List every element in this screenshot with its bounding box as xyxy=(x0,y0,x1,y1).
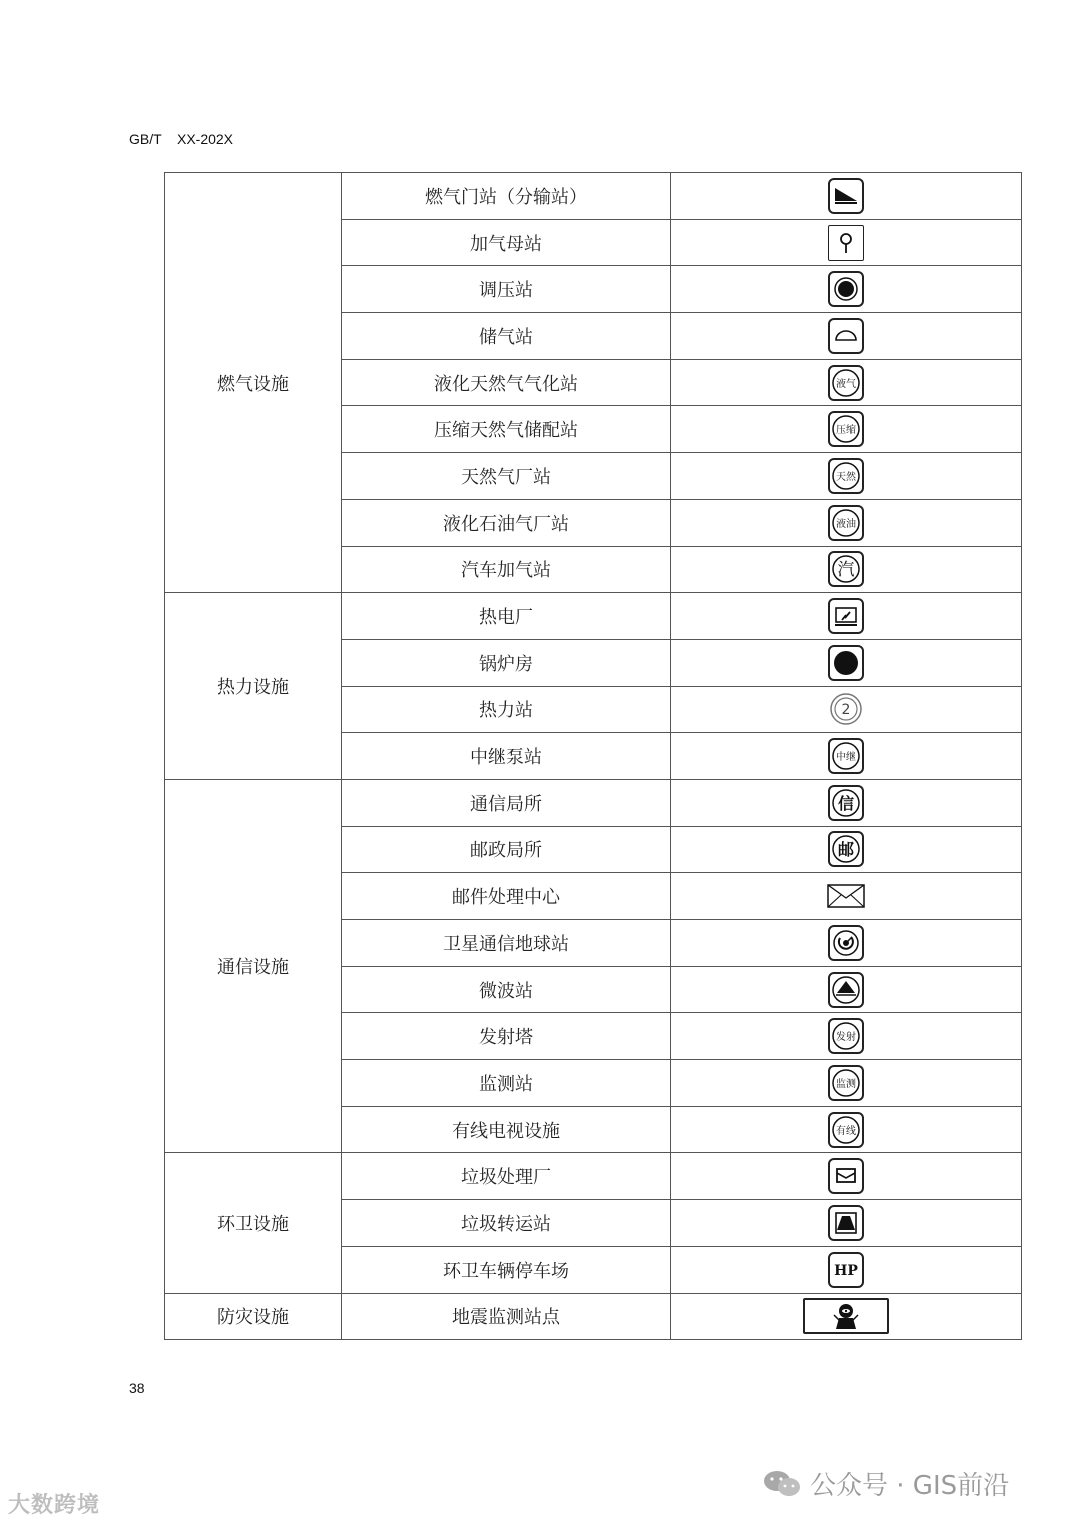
category-cell: 热力设施 xyxy=(165,593,342,780)
icon-label: 发射 xyxy=(836,1032,856,1044)
facility-name: 中继泵站 xyxy=(342,733,671,780)
relay-pump-station-icon xyxy=(828,738,864,774)
category-cell: 通信设施 xyxy=(165,779,342,1153)
monitoring-station-icon xyxy=(828,1065,864,1101)
natural-gas-plant-icon xyxy=(828,458,864,494)
post-office-icon xyxy=(828,831,864,867)
facility-symbol-table xyxy=(164,172,1022,1340)
facility-name: 卫星通信地球站 xyxy=(342,920,671,967)
facility-name: 地震监测站点 xyxy=(342,1293,671,1340)
transmission-tower-icon xyxy=(828,1018,864,1054)
cable-tv-facility-icon xyxy=(828,1112,864,1148)
facility-name: 微波站 xyxy=(342,966,671,1013)
facility-name: 汽车加气站 xyxy=(342,546,671,593)
table-row xyxy=(165,173,1022,220)
facility-name: 发射塔 xyxy=(342,1013,671,1060)
icon-label: 汽 xyxy=(837,560,855,581)
watermark-right-text: 公众号 · GIS前沿 xyxy=(810,1471,1010,1501)
facility-name: 加气母站 xyxy=(342,219,671,266)
watermark-left: 大数跨境 xyxy=(8,1493,101,1518)
facility-name: 邮件处理中心 xyxy=(342,873,671,920)
table-row xyxy=(165,593,1022,640)
category-cell: 环卫设施 xyxy=(165,1153,342,1293)
table-row xyxy=(165,779,1022,826)
table-row xyxy=(165,1153,1022,1200)
category-cell: 燃气设施 xyxy=(165,173,342,593)
gas-storage-station-icon xyxy=(828,318,864,354)
facility-name: 垃圾转运站 xyxy=(342,1200,671,1247)
facility-name: 天然气厂站 xyxy=(342,453,671,500)
icon-label: 信 xyxy=(837,793,855,813)
facility-name: 燃气门站（分输站） xyxy=(342,173,671,220)
facility-name: 垃圾处理厂 xyxy=(342,1153,671,1200)
facility-name: 环卫车辆停车场 xyxy=(342,1246,671,1293)
facility-name: 热力站 xyxy=(342,686,671,733)
vehicle-gas-station-icon xyxy=(828,551,864,587)
wechat-icon xyxy=(762,1468,802,1500)
sanitation-vehicle-parking-icon xyxy=(828,1252,864,1288)
facility-name: 压缩天然气储配站 xyxy=(342,406,671,453)
icon-label: 压缩 xyxy=(836,425,856,437)
facility-name: 液化天然气气化站 xyxy=(342,359,671,406)
telecom-office-icon xyxy=(828,785,864,821)
cng-storage-station-icon xyxy=(828,411,864,447)
waste-transfer-station-icon xyxy=(828,1205,864,1241)
icon-label: 2 xyxy=(841,702,851,719)
facility-name: 邮政局所 xyxy=(342,826,671,873)
gas-mother-station-icon xyxy=(828,225,864,261)
facility-name: 通信局所 xyxy=(342,779,671,826)
icon-label: 邮 xyxy=(837,840,855,860)
watermark-right xyxy=(762,1465,1009,1502)
lpg-plant-icon xyxy=(828,505,864,541)
gas-gate-station-icon xyxy=(828,178,864,214)
facility-name: 储气站 xyxy=(342,313,671,360)
page-number: 38 xyxy=(129,1380,145,1396)
icon-label: 液油 xyxy=(836,518,856,530)
lng-gasification-station-icon xyxy=(828,365,864,401)
waste-treatment-plant-icon xyxy=(828,1158,864,1194)
facility-name: 液化石油气厂站 xyxy=(342,499,671,546)
facility-name: 有线电视设施 xyxy=(342,1106,671,1153)
facility-name: 监测站 xyxy=(342,1060,671,1107)
earthquake-monitoring-site-icon xyxy=(803,1298,889,1334)
pressure-regulating-station-icon xyxy=(828,271,864,307)
icon-label: 有线 xyxy=(836,1125,856,1137)
icon-label: 液气 xyxy=(836,378,856,390)
icon-label: 监测 xyxy=(836,1078,856,1090)
facility-name: 热电厂 xyxy=(342,593,671,640)
facility-name: 锅炉房 xyxy=(342,639,671,686)
boiler-room-icon xyxy=(828,645,864,681)
thermal-power-plant-icon xyxy=(828,598,864,634)
mail-processing-center-icon xyxy=(825,878,867,914)
icon-label: 天然 xyxy=(836,471,856,483)
heat-station-icon xyxy=(828,691,864,727)
document-header-code: GB/T XX-202X xyxy=(129,131,234,147)
icon-label: HP xyxy=(834,1262,858,1279)
category-cell: 防灾设施 xyxy=(165,1293,342,1340)
microwave-station-icon xyxy=(828,972,864,1008)
satellite-earth-station-icon xyxy=(828,925,864,961)
icon-label: 中继 xyxy=(836,752,856,764)
facility-name: 调压站 xyxy=(342,266,671,313)
table-row xyxy=(165,1293,1022,1340)
